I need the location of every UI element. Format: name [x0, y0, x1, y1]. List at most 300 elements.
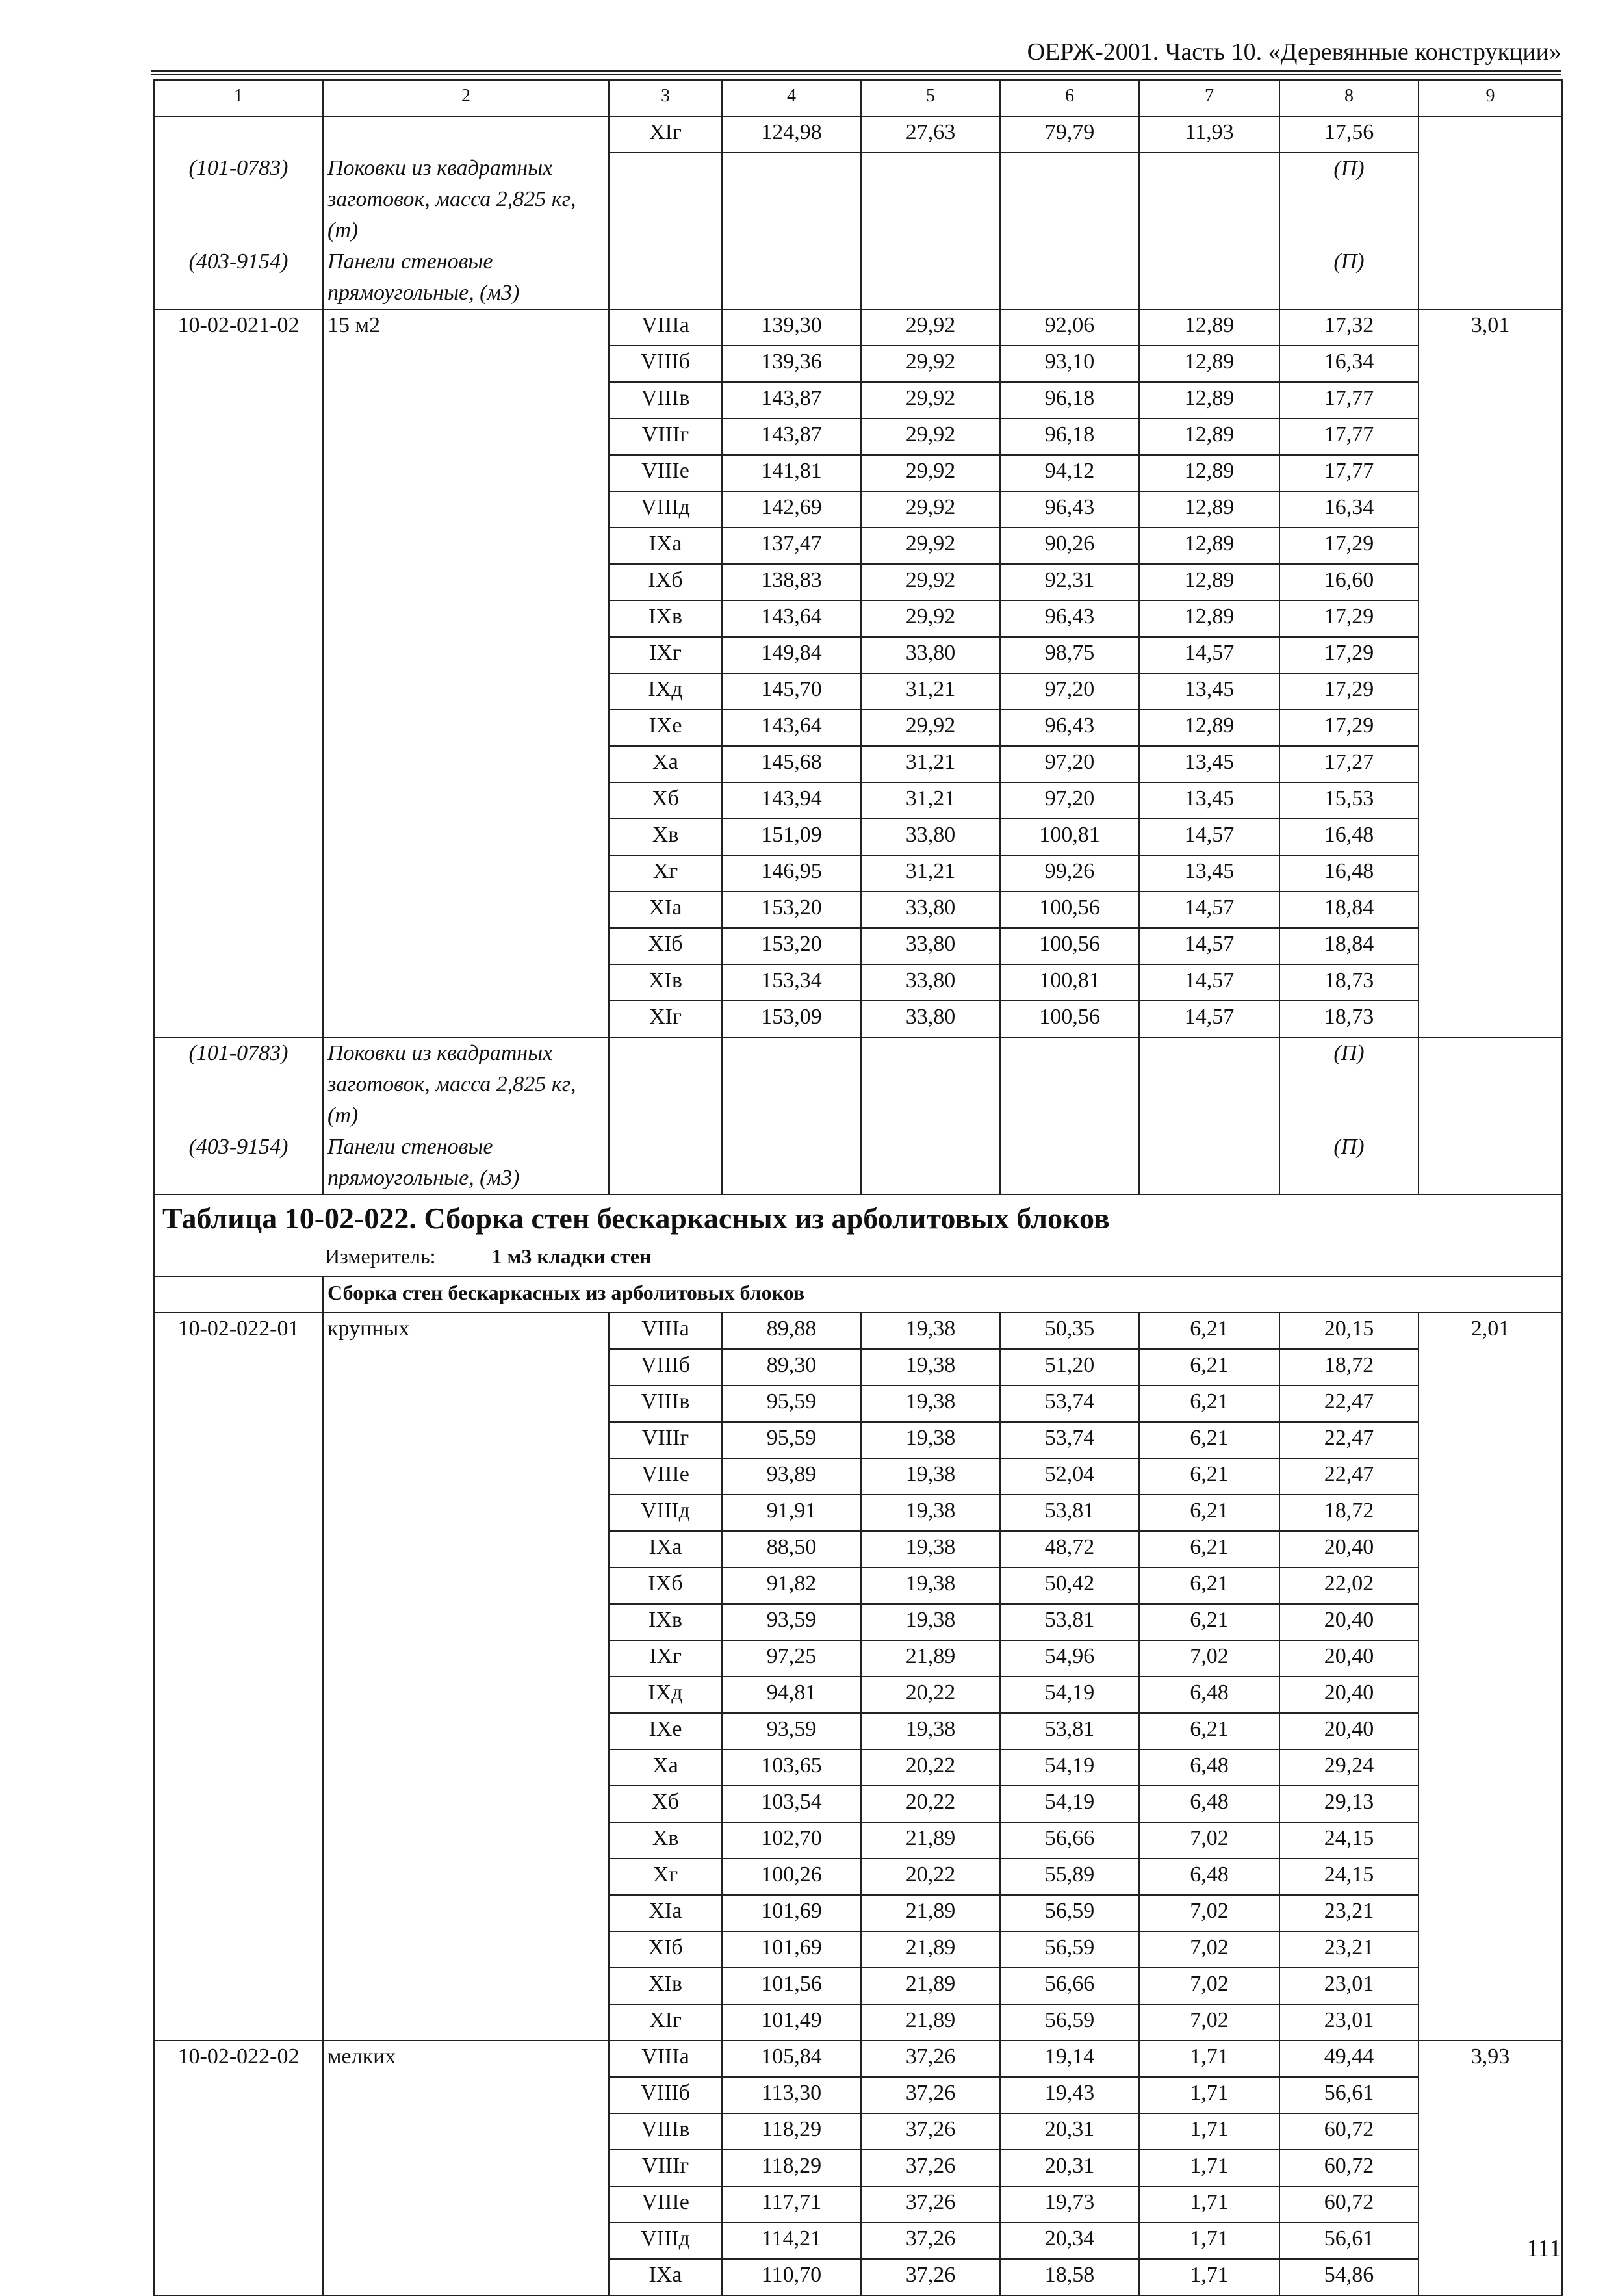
zone-code: IXа	[609, 2259, 722, 2295]
rate-value: 20,40	[1279, 1531, 1419, 1567]
empty-cell	[722, 246, 861, 309]
zone-code: VIIIа	[609, 1313, 722, 1349]
table-row	[154, 116, 1562, 153]
zone-code: IXа	[609, 528, 722, 564]
rate-value: 1,71	[1139, 2113, 1279, 2150]
empty-cell	[609, 1037, 722, 1131]
empty-cell	[1000, 153, 1139, 246]
rate-value: 16,48	[1279, 819, 1419, 855]
col9-value: 2,01	[1419, 1313, 1562, 2041]
rate-value: 53,74	[1000, 1422, 1139, 1458]
rate-value: 56,66	[1000, 1968, 1139, 2004]
empty-cell	[722, 153, 861, 246]
rate-value: 54,19	[1000, 1786, 1139, 1822]
rate-value: 113,30	[722, 2077, 861, 2113]
rate-value: 12,89	[1139, 491, 1279, 528]
column-number: 4	[722, 80, 861, 116]
rate-value: 1,71	[1139, 2077, 1279, 2113]
rate-value: 22,47	[1279, 1458, 1419, 1495]
rate-value: 88,50	[722, 1531, 861, 1567]
rate-value: 50,42	[1000, 1567, 1139, 1604]
zone-code: Xа	[609, 746, 722, 782]
rate-value: 17,27	[1279, 746, 1419, 782]
rate-value: 24,15	[1279, 1859, 1419, 1895]
empty-cell	[1139, 1131, 1279, 1194]
rate-code: 10-02-022-01	[154, 1313, 323, 2041]
table-title-cell	[154, 1194, 1562, 1276]
empty-cell	[722, 1131, 861, 1194]
rate-value: 51,20	[1000, 1349, 1139, 1386]
rate-value: 18,72	[1279, 1495, 1419, 1531]
rate-value: 19,38	[861, 1567, 1000, 1604]
material-mark: (П)	[1279, 1131, 1419, 1194]
material-mark: (П)	[1279, 153, 1419, 246]
zone-code: XIг	[609, 1001, 722, 1037]
rate-value: 20,22	[861, 1749, 1000, 1786]
section-subtitle: Сборка стен бескаркасных из арболитовых блоков	[323, 1276, 1562, 1313]
rate-value: 6,21	[1139, 1458, 1279, 1495]
zone-code: Xб	[609, 782, 722, 819]
zone-code: VIIIв	[609, 2113, 722, 2150]
rate-value: 6,48	[1139, 1859, 1279, 1895]
rate-value: 17,77	[1279, 382, 1419, 419]
zone-code: IXд	[609, 673, 722, 710]
rate-value: 117,71	[722, 2186, 861, 2223]
zone-code: Xв	[609, 819, 722, 855]
zone-code: VIIIг	[609, 2150, 722, 2186]
rate-value: 1,71	[1139, 2223, 1279, 2259]
rate-value: 90,26	[1000, 528, 1139, 564]
rate-value: 37,26	[861, 2077, 1000, 2113]
rate-value: 12,89	[1139, 528, 1279, 564]
rate-value: 20,22	[861, 1859, 1000, 1895]
rate-value: 19,38	[861, 1604, 1000, 1640]
rate-value: 60,72	[1279, 2150, 1419, 2186]
zone-code: VIIIб	[609, 1349, 722, 1386]
rate-value: 100,56	[1000, 928, 1139, 964]
zone-code: VIIIд	[609, 491, 722, 528]
zone-code: VIIIе	[609, 1458, 722, 1495]
rate-value: 19,38	[861, 1495, 1000, 1531]
rate-value: 6,21	[1139, 1495, 1279, 1531]
rate-value: 96,18	[1000, 419, 1139, 455]
rate-value: 93,10	[1000, 346, 1139, 382]
rate-value: 143,64	[722, 600, 861, 637]
rate-value: 56,61	[1279, 2077, 1419, 2113]
rate-value: 23,01	[1279, 2004, 1419, 2041]
rate-value: 20,34	[1000, 2223, 1139, 2259]
rate-value: 37,26	[861, 2223, 1000, 2259]
rate-value: 19,38	[861, 1386, 1000, 1422]
rate-value: 33,80	[861, 1001, 1000, 1037]
rate-value: 29,92	[861, 528, 1000, 564]
empty-cell	[609, 246, 722, 309]
rate-value: 139,36	[722, 346, 861, 382]
rate-value: 53,81	[1000, 1713, 1139, 1749]
rate-value: 100,56	[1000, 1001, 1139, 1037]
rate-value: 29,92	[861, 710, 1000, 746]
rate-value: 33,80	[861, 892, 1000, 928]
material-name: Поковки из квадратных заготовок, масса 2,825 кг, (т)	[323, 1037, 609, 1131]
rate-value: 96,43	[1000, 600, 1139, 637]
rate-value: 19,38	[861, 1531, 1000, 1567]
material-row	[154, 246, 1562, 309]
rate-value: 103,54	[722, 1786, 861, 1822]
column-number: 2	[323, 80, 609, 116]
rate-value: 20,40	[1279, 1604, 1419, 1640]
material-row	[154, 1131, 1562, 1194]
rate-value: 13,45	[1139, 673, 1279, 710]
zone-code: VIIIб	[609, 2077, 722, 2113]
rate-value: 96,43	[1000, 491, 1139, 528]
rate-value: 17,29	[1279, 637, 1419, 673]
column-number: 3	[609, 80, 722, 116]
rate-value: 37,26	[861, 2186, 1000, 2223]
zone-code: Xа	[609, 1749, 722, 1786]
rate-value: 97,20	[1000, 782, 1139, 819]
rate-value: 20,31	[1000, 2150, 1139, 2186]
rate-value: 18,72	[1279, 1349, 1419, 1386]
rate-value: 16,34	[1279, 491, 1419, 528]
rate-value: 93,59	[722, 1604, 861, 1640]
zone-code: VIIIе	[609, 455, 722, 491]
rates-table	[153, 79, 1563, 2296]
rate-value: 96,43	[1000, 710, 1139, 746]
rate-value: 7,02	[1139, 1640, 1279, 1677]
empty-cell	[1419, 1037, 1562, 1131]
rate-value: 60,72	[1279, 2186, 1419, 2223]
rate-value: 13,45	[1139, 855, 1279, 892]
rate-value: 102,70	[722, 1822, 861, 1859]
rate-value: 12,89	[1139, 382, 1279, 419]
rate-value: 110,70	[722, 2259, 861, 2295]
rate-name: мелких	[323, 2041, 609, 2295]
rate-value: 1,71	[1139, 2150, 1279, 2186]
rate-value: 105,84	[722, 2041, 861, 2077]
zone-code: XIа	[609, 1895, 722, 1931]
empty-cell	[1000, 1037, 1139, 1131]
rate-value: 50,35	[1000, 1313, 1139, 1349]
rate-value: 23,01	[1279, 1968, 1419, 2004]
column-number: 7	[1139, 80, 1279, 116]
material-code: (101-0783)	[154, 1037, 323, 1131]
rate-value: 37,26	[861, 2150, 1000, 2186]
rate-value: 145,70	[722, 673, 861, 710]
rate-value: 100,81	[1000, 964, 1139, 1001]
col9-value: 3,01	[1419, 309, 1562, 1037]
rate-value: 143,94	[722, 782, 861, 819]
material-code: (101-0783)	[154, 153, 323, 246]
rate-value: 29,92	[861, 309, 1000, 346]
rate-value: 37,26	[861, 2113, 1000, 2150]
rate-value: 94,12	[1000, 455, 1139, 491]
rate-value: 95,59	[722, 1386, 861, 1422]
rate-value: 23,21	[1279, 1931, 1419, 1968]
rate-value: 56,66	[1000, 1822, 1139, 1859]
subtitle-row	[154, 1276, 1562, 1313]
rate-value: 12,89	[1139, 346, 1279, 382]
rate-value: 21,89	[861, 1640, 1000, 1677]
rate-value: 53,74	[1000, 1386, 1139, 1422]
zone-code: VIIIа	[609, 309, 722, 346]
material-name: Панели стеновые прямоугольные, (м3)	[323, 1131, 609, 1194]
rate-value: 12,89	[1139, 419, 1279, 455]
rate-value: 18,84	[1279, 928, 1419, 964]
rate-value: 17,56	[1279, 116, 1419, 153]
zone-code: Xб	[609, 1786, 722, 1822]
unit-label: Измеритель:	[325, 1245, 436, 1268]
rate-value: 6,21	[1139, 1604, 1279, 1640]
material-row	[154, 153, 1562, 246]
col9-value: 3,93	[1419, 2041, 1562, 2295]
zone-code: XIг	[609, 2004, 722, 2041]
rate-value: 6,48	[1139, 1786, 1279, 1822]
rate-value: 145,68	[722, 746, 861, 782]
rate-value: 14,57	[1139, 819, 1279, 855]
zone-code: XIа	[609, 892, 722, 928]
rate-value: 146,95	[722, 855, 861, 892]
rate-value: 33,80	[861, 964, 1000, 1001]
rate-value: 60,72	[1279, 2113, 1419, 2150]
rate-value: 12,89	[1139, 455, 1279, 491]
zone-code: IXб	[609, 564, 722, 600]
rate-value: 12,89	[1139, 710, 1279, 746]
empty-cell	[1000, 246, 1139, 309]
zone-code: Xг	[609, 1859, 722, 1895]
rate-value: 142,69	[722, 491, 861, 528]
rate-value: 20,22	[861, 1677, 1000, 1713]
rate-value: 21,89	[861, 1822, 1000, 1859]
zone-code: Xв	[609, 1822, 722, 1859]
rate-value: 6,21	[1139, 1713, 1279, 1749]
rate-value: 101,49	[722, 2004, 861, 2041]
rate-value: 29,92	[861, 346, 1000, 382]
rate-value: 37,26	[861, 2041, 1000, 2077]
rate-value: 54,19	[1000, 1677, 1139, 1713]
zone-code: VIIIв	[609, 1386, 722, 1422]
material-code: (403-9154)	[154, 246, 323, 309]
rate-value: 7,02	[1139, 1822, 1279, 1859]
rate-value: 6,21	[1139, 1567, 1279, 1604]
rate-value: 138,83	[722, 564, 861, 600]
zone-code: IXа	[609, 1531, 722, 1567]
column-number: 9	[1419, 80, 1562, 116]
rate-value: 118,29	[722, 2150, 861, 2186]
rate-value: 79,79	[1000, 116, 1139, 153]
zone-code: IXб	[609, 1567, 722, 1604]
rate-value: 7,02	[1139, 1931, 1279, 1968]
rate-value: 98,75	[1000, 637, 1139, 673]
zone-code: VIIIб	[609, 346, 722, 382]
zone-code: XIв	[609, 964, 722, 1001]
rate-value: 29,92	[861, 455, 1000, 491]
rate-value: 96,18	[1000, 382, 1139, 419]
rate-value: 54,96	[1000, 1640, 1139, 1677]
rate-value: 7,02	[1139, 1968, 1279, 2004]
rate-value: 55,89	[1000, 1859, 1139, 1895]
rate-value: 143,87	[722, 419, 861, 455]
rate-value: 6,48	[1139, 1749, 1279, 1786]
table-title-row	[154, 1194, 1562, 1276]
empty-cell	[154, 1276, 323, 1313]
rate-value: 6,21	[1139, 1313, 1279, 1349]
rate-value: 97,20	[1000, 746, 1139, 782]
rate-name: крупных	[323, 1313, 609, 2041]
zone-code: VIIIв	[609, 382, 722, 419]
table-row	[154, 1313, 1562, 1349]
material-name: Поковки из квадратных заготовок, масса 2,825 кг, (т)	[323, 153, 609, 246]
rate-value: 6,21	[1139, 1386, 1279, 1422]
rate-value: 22,47	[1279, 1422, 1419, 1458]
rate-value: 20,22	[861, 1786, 1000, 1822]
rate-value: 91,91	[722, 1495, 861, 1531]
rate-value: 31,21	[861, 855, 1000, 892]
rate-value: 20,15	[1279, 1313, 1419, 1349]
rate-value: 24,15	[1279, 1822, 1419, 1859]
rate-value: 89,30	[722, 1349, 861, 1386]
rate-value: 91,82	[722, 1567, 861, 1604]
rate-value: 95,59	[722, 1422, 861, 1458]
column-number: 5	[861, 80, 1000, 116]
rate-value: 151,09	[722, 819, 861, 855]
rate-value: 153,34	[722, 964, 861, 1001]
empty-cell	[722, 1037, 861, 1131]
rate-value: 21,89	[861, 1968, 1000, 2004]
material-code: (403-9154)	[154, 1131, 323, 1194]
rate-value: 99,26	[1000, 855, 1139, 892]
rate-value: 14,57	[1139, 1001, 1279, 1037]
rate-value: 13,45	[1139, 782, 1279, 819]
empty-cell	[154, 116, 323, 153]
rate-value: 31,21	[861, 673, 1000, 710]
empty-cell	[609, 153, 722, 246]
zone-code: IXв	[609, 600, 722, 637]
rate-value: 33,80	[861, 928, 1000, 964]
zone-code: IXе	[609, 710, 722, 746]
zone-code: XIб	[609, 1931, 722, 1968]
rate-value: 92,06	[1000, 309, 1139, 346]
rate-value: 153,09	[722, 1001, 861, 1037]
rate-value: 21,89	[861, 2004, 1000, 2041]
rate-value: 20,40	[1279, 1713, 1419, 1749]
empty-cell	[1419, 153, 1562, 246]
rate-value: 114,21	[722, 2223, 861, 2259]
rates-table-body	[154, 80, 1562, 2295]
unit-line	[155, 1237, 1561, 1276]
rate-value: 16,34	[1279, 346, 1419, 382]
zone-code: VIIIа	[609, 2041, 722, 2077]
rate-value: 1,71	[1139, 2259, 1279, 2295]
rate-value: 54,19	[1000, 1749, 1139, 1786]
rate-value: 53,81	[1000, 1495, 1139, 1531]
rate-value: 21,89	[861, 1895, 1000, 1931]
rate-value: 1,71	[1139, 2186, 1279, 2223]
material-mark: (П)	[1279, 246, 1419, 309]
column-number-row	[154, 80, 1562, 116]
rate-value: 19,14	[1000, 2041, 1139, 2077]
rate-value: 18,73	[1279, 964, 1419, 1001]
zone-code: VIIIе	[609, 2186, 722, 2223]
rate-value: 103,65	[722, 1749, 861, 1786]
rate-value: 37,26	[861, 2259, 1000, 2295]
rate-value: 15,53	[1279, 782, 1419, 819]
rate-value: 6,21	[1139, 1422, 1279, 1458]
empty-cell	[861, 246, 1000, 309]
rate-value: 17,29	[1279, 600, 1419, 637]
rate-value: 89,88	[722, 1313, 861, 1349]
empty-cell	[1139, 153, 1279, 246]
header-divider	[151, 70, 1561, 75]
column-number: 8	[1279, 80, 1419, 116]
rate-value: 100,81	[1000, 819, 1139, 855]
empty-cell	[1419, 1131, 1562, 1194]
rate-value: 17,77	[1279, 419, 1419, 455]
zone-code: IXе	[609, 1713, 722, 1749]
rate-value: 18,58	[1000, 2259, 1139, 2295]
rate-value: 54,86	[1279, 2259, 1419, 2295]
rate-value: 29,92	[861, 419, 1000, 455]
material-name: Панели стеновые прямоугольные, (м3)	[323, 246, 609, 309]
rate-value: 153,20	[722, 892, 861, 928]
rate-value: 19,38	[861, 1313, 1000, 1349]
rate-name: 15 м2	[323, 309, 609, 1037]
unit-value: 1 м3 кладки стен	[491, 1245, 652, 1268]
material-row	[154, 1037, 1562, 1131]
empty-cell	[1139, 246, 1279, 309]
rate-value: 17,29	[1279, 528, 1419, 564]
rate-value: 101,56	[722, 1968, 861, 2004]
zone-code: XIг	[609, 116, 722, 153]
rate-value: 14,57	[1139, 637, 1279, 673]
rate-value: 97,25	[722, 1640, 861, 1677]
rate-value: 29,92	[861, 382, 1000, 419]
table-row	[154, 2041, 1562, 2077]
empty-cell	[1419, 246, 1562, 309]
rate-value: 7,02	[1139, 1895, 1279, 1931]
page-number: 111	[1526, 2235, 1561, 2262]
rate-value: 29,92	[861, 600, 1000, 637]
rate-value: 19,38	[861, 1458, 1000, 1495]
rate-value: 93,59	[722, 1713, 861, 1749]
rate-value: 17,32	[1279, 309, 1419, 346]
rate-value: 139,30	[722, 309, 861, 346]
zone-code: VIIIг	[609, 1422, 722, 1458]
rate-value: 20,40	[1279, 1677, 1419, 1713]
rate-value: 93,89	[722, 1458, 861, 1495]
empty-cell	[1139, 1037, 1279, 1131]
rate-value: 20,31	[1000, 2113, 1139, 2150]
zone-code: Xг	[609, 855, 722, 892]
zone-code: VIIIд	[609, 1495, 722, 1531]
rate-value: 18,73	[1279, 1001, 1419, 1037]
rate-value: 31,21	[861, 782, 1000, 819]
rate-value: 16,60	[1279, 564, 1419, 600]
rate-value: 97,20	[1000, 673, 1139, 710]
empty-cell	[861, 1037, 1000, 1131]
zone-code: IXв	[609, 1604, 722, 1640]
rate-value: 19,38	[861, 1349, 1000, 1386]
rate-value: 14,57	[1139, 928, 1279, 964]
rate-value: 11,93	[1139, 116, 1279, 153]
zone-code: VIIIд	[609, 2223, 722, 2259]
rate-value: 31,21	[861, 746, 1000, 782]
rate-value: 29,13	[1279, 1786, 1419, 1822]
rate-value: 14,57	[1139, 892, 1279, 928]
rate-value: 12,89	[1139, 564, 1279, 600]
rate-code: 10-02-021-02	[154, 309, 323, 1037]
material-mark: (П)	[1279, 1037, 1419, 1131]
empty-cell	[861, 1131, 1000, 1194]
